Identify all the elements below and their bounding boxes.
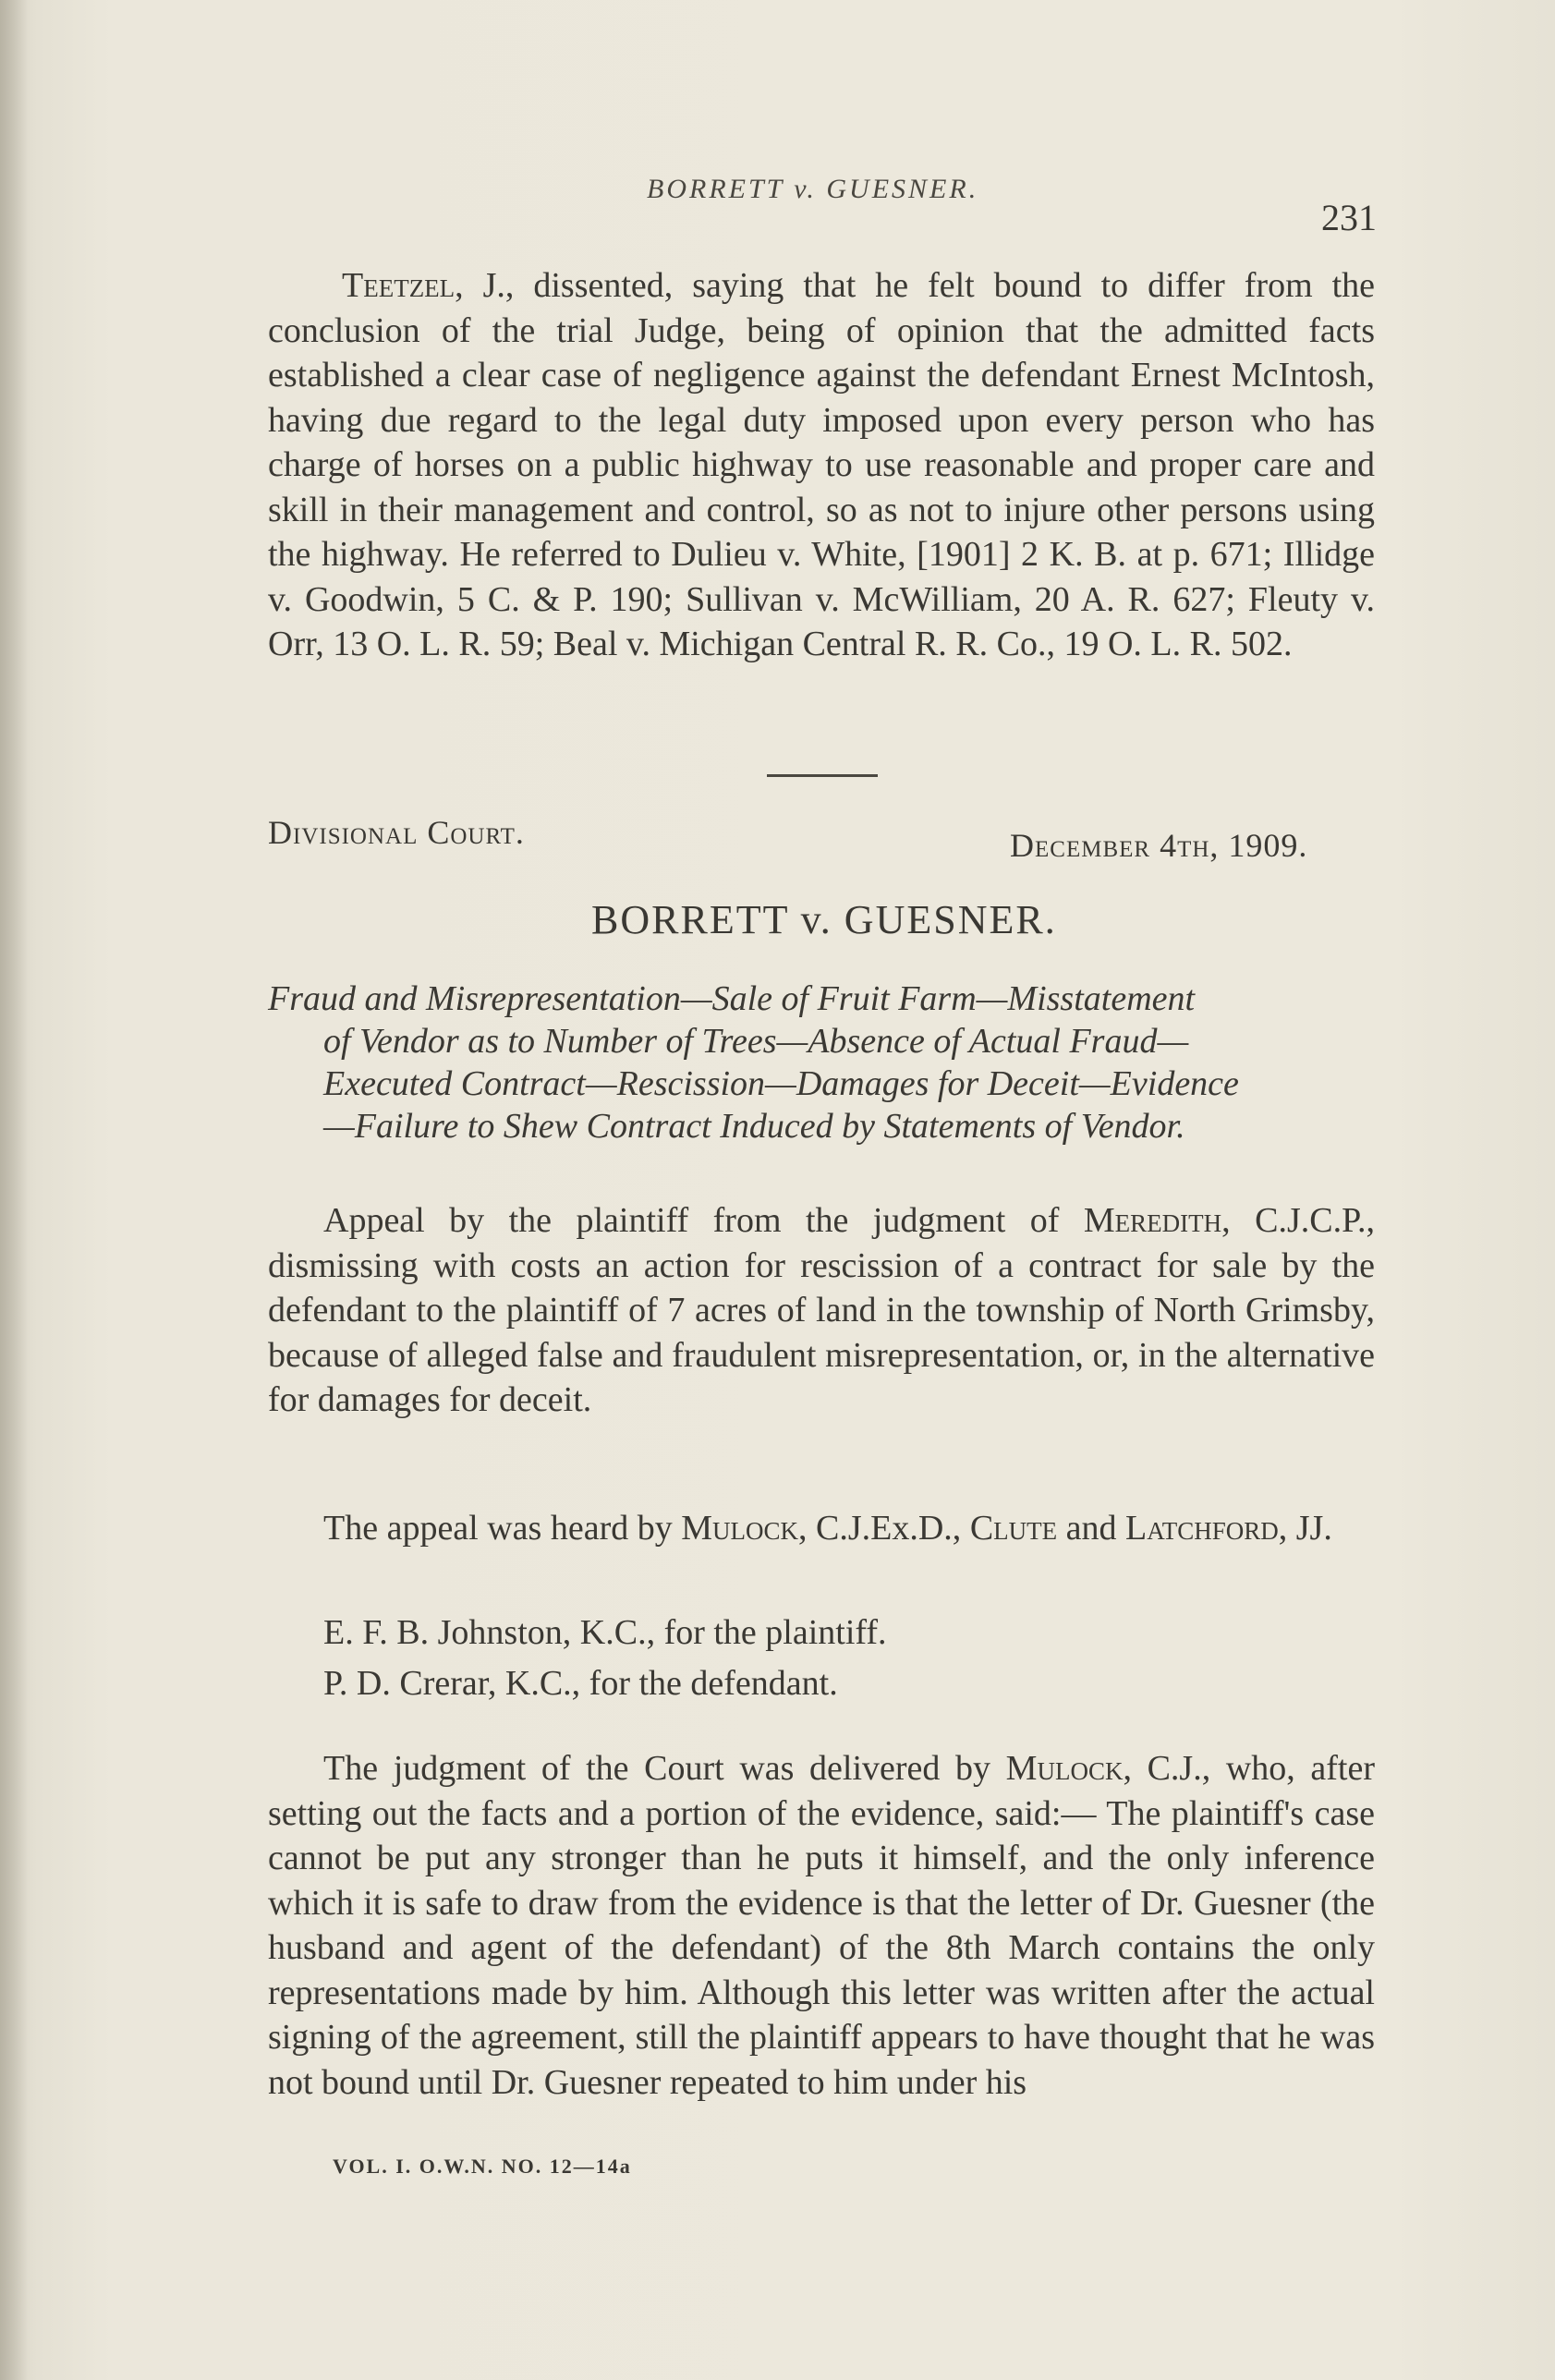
appeal-judge-name: Meredith [1083, 1201, 1222, 1240]
headnote-line: Executed Contract—Rescission—Damages for Deceit—Evidence [323, 1064, 1239, 1103]
appeal-paragraph [268, 1198, 1375, 1423]
gutter-shadow [0, 0, 28, 2380]
heard-mid-1: , C.J.Ex.D., [798, 1509, 970, 1548]
heard-judge-mulock: Mulock [681, 1509, 799, 1548]
judgment-lead: The judgment of the Court was delivered by [323, 1749, 1006, 1788]
decision-date: December 4th, 1909. [1010, 827, 1308, 864]
dissent-judge-name: Teetzel [342, 266, 456, 305]
heard-lead: The appeal was heard by [323, 1509, 682, 1548]
dissent-paragraph [268, 263, 1375, 667]
appeal-lead: Appeal by the plaintiff from the judgment of [323, 1201, 1084, 1240]
page-number: 231 [1321, 197, 1377, 238]
headnote [268, 978, 1375, 1148]
heard-mid-2: and [1057, 1509, 1126, 1548]
appeal-text: , C.J.C.P., dismissing with costs an action for rescission of a contract for sale by the defendant to the plaintiff of 7 acres of land in the township of North Grimsby, because of alleged false and fraudulent misrepresentation, or, in the alternative for damages for deceit. [268, 1201, 1375, 1419]
heard-paragraph [268, 1506, 1375, 1551]
signature-mark: VOL. I. O.W.N. NO. 12—14a [333, 2155, 632, 2178]
court-name: Divisional Court. [268, 814, 525, 851]
dissent-text: , J., dissented, saying that he felt bound to differ from the conclusion of the trial Judge, being of opinion that the admitted facts established a clear case of negligence against the defendant Ernest McIntosh, having due regard to the legal duty imposed upon every person who has charge of horses on a public highway to use reasonable and proper care and skill in their management and control, so as not to injure other persons using the highway. He referred to Dulieu v. White, [1901] 2 K. B. at p. 671; Illidge v. Goodwin, 5 C. & P. 190; Sullivan v. McWilliam, 20 A. R. 627; Fleuty v. Orr, 13 O. L. R. 59; Beal v. Michigan Central R. R. Co., 19 O. L. R. 502. [268, 266, 1375, 663]
case-title: BORRETT v. GUESNER. [591, 897, 1057, 942]
judgment-judge-name: Mulock [1005, 1749, 1124, 1788]
counsel-defendant: P. D. Crerar, K.C., for the defendant. [323, 1664, 838, 1703]
heard-judge-latchford: Latchford [1125, 1509, 1279, 1548]
counsel-plaintiff: E. F. B. Johnston, K.C., for the plaintiff. [323, 1613, 887, 1652]
headnote-line: Fraud and Misrepresentation—Sale of Fruit Farm—Misstatement [268, 979, 1196, 1018]
running-head: BORRETT v. GUESNER. [647, 174, 979, 204]
headnote-line: —Failure to Shew Contract Induced by Statements of Vendor. [323, 1107, 1185, 1146]
judgment-text: , C.J., who, after setting out the facts and a portion of the evidence, said:— The plaintiff's case cannot be put any stronger than he puts it himself, and the only inference which it is safe to draw from the evidence is that the letter of Dr. Guesner (the husband and agent of the defendant) of the 8th March contains the only representations made by him. Although this letter was written after the actual signing of the agreement, still the plaintiff appears to have thought that he was not bound until Dr. Guesner repeated to him under his [268, 1749, 1375, 2102]
section-divider [767, 774, 878, 777]
headnote-line: of Vendor as to Number of Trees—Absence of Actual Fraud— [323, 1022, 1189, 1061]
judgment-paragraph [268, 1746, 1375, 2105]
heard-judge-clute: Clute [969, 1509, 1058, 1548]
heard-end: , JJ. [1278, 1509, 1332, 1548]
